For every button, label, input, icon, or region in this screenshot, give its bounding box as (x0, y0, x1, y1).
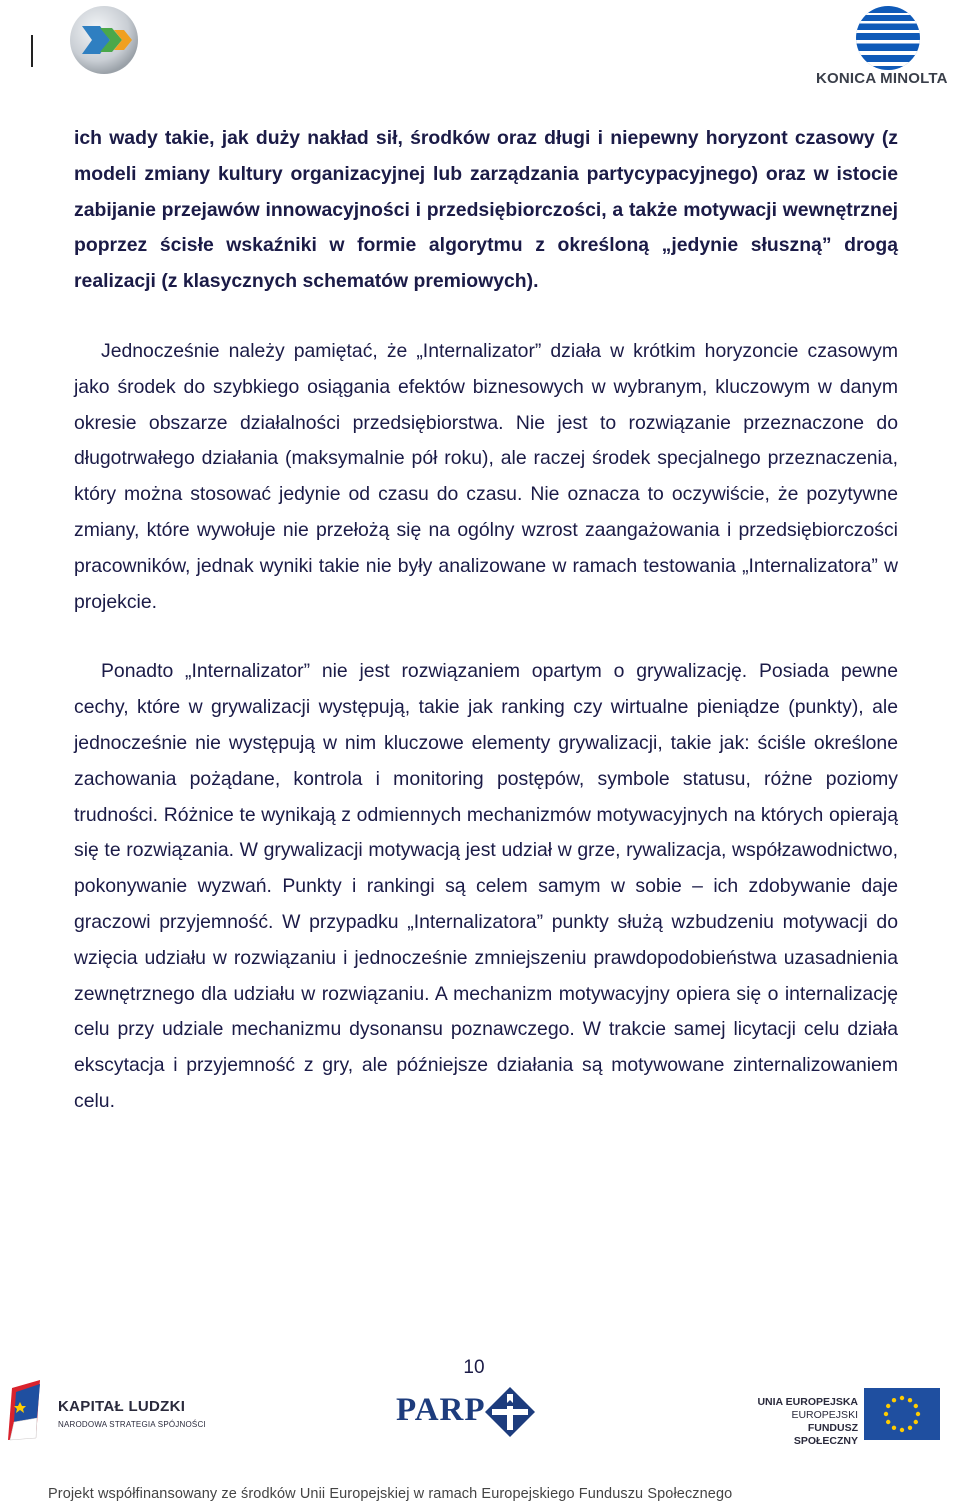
page-number: 10 (463, 1357, 485, 1378)
parp-logo (396, 1390, 538, 1440)
kapital-ludzki-title: KAPITAŁ LUDZKI (58, 1398, 186, 1415)
unia-europejska-logo (744, 1386, 944, 1447)
ue-line-2: EUROPEJSKI (791, 1409, 858, 1421)
parp-wordmark: PARP (396, 1392, 486, 1428)
kapital-ludzki-icon (6, 1378, 50, 1444)
footer-cofinancing-note: Projekt współfinansowany ze środków Unii Europejskiej w ramach Europejskiego Funduszu Społecznego (48, 1486, 733, 1502)
parp-diamond-icon (484, 1386, 536, 1438)
paragraph-2: Jednocześnie należy pamiętać, że „Internalizator” działa w krótkim horyzoncie czasowym jako środek do szybkiego osiągania efektów biznesowych w wybranym, kluczowym w danym okresie obszarze działalności przedsiębiorstwa. Nie jest to rozwiązanie przeznaczone do długotrwałego działania (maksymalnie pół roku), ale raczej środek specjalnego przeznaczenia, który można stosować jedynie od czasu do czasu. Nie oznacza to oczywiście, że pozytywne zmiany, które wywołuje nie przełożą się na ogólny wzrost zaangażowania i przedsiębiorczości pracowników, jednak wyniki takie nie były analizowane w ramach testowania „Internalizatora” w projekcie. (74, 339, 898, 613)
ue-line-3: FUNDUSZ SPOŁECZNY (793, 1422, 858, 1447)
ue-line-1: UNIA EUROPEJSKA (757, 1396, 858, 1408)
kapital-ludzki-subtitle: NARODOWA STRATEGIA SPÓJNOŚCI (58, 1420, 206, 1429)
arrows-logo-icon (68, 4, 140, 76)
konica-minolta-wordmark: KONICA MINOLTA (816, 70, 948, 87)
konica-minolta-logo (812, 4, 960, 90)
header-divider (31, 35, 33, 67)
footer-logos (0, 1370, 960, 1460)
konica-minolta-globe-icon (812, 4, 960, 74)
kapital-ludzki-logo (6, 1378, 206, 1444)
document-body (74, 121, 898, 1120)
ue-text (744, 1396, 858, 1448)
paragraph-3: Ponadto „Internalizator” nie jest rozwiązaniem opartym o grywalizację. Posiada pewne cechy, które w grywalizacji występują, takie jak ranking czy wirtualne pieniądze (punkty), ale jednocześnie nie występują w nim kluczowe elementy grywalizacji, takie jak: ściśle określone zachowania pożądane, kontrola i monitoring postępów, symbole statusu, różne poziomy trudności. Różnice te wynikają z odmiennych mechanizmów motywacyjnych na których opierają się te rozwiązania. W grywalizacji motywacją jest udział w grze, rywalizacja, współzawodnictwo, pokonywanie wyzwań. Punkty i rankingi są celem samym w sobie – ich zdobywanie daje graczowi przyjemność. W przypadku „Internalizatora” punkty służą wzbudzeniu motywacji do wzięcia udziału w rozwiązaniu i jednocześnie zmniejszeniu prawdopodobieństwa uzasadnienia zewnętrznego dla udziału w rozwiązaniu. A mechanizm motywacyjny opiera się o internalizację celu przy udziale mechanizmu dysonansu poznawczego. W trakcie samej licytacji celu działa ekscytacja i przyjemność z gry, ale późniejsze działania są motywowane zinternalizowaniem celu. (74, 660, 898, 1112)
eu-flag-icon (864, 1388, 940, 1440)
paragraph-1: ich wady takie, jak duży nakład sił, środków oraz długi i niepewny horyzont czasowy (z modeli zmiany kultury organizacyjnej lub zarządzania partycypacyjnego) oraz w istocie zabijanie przejawów innowacyjności i przedsiębiorczości, a także motywacji wewnętrznej poprzez ścisłe wskaźniki w formie algorytmu z określoną „jedynie słuszną” drogą realizacji (z klasycznych schematów premiowych). (74, 127, 898, 293)
